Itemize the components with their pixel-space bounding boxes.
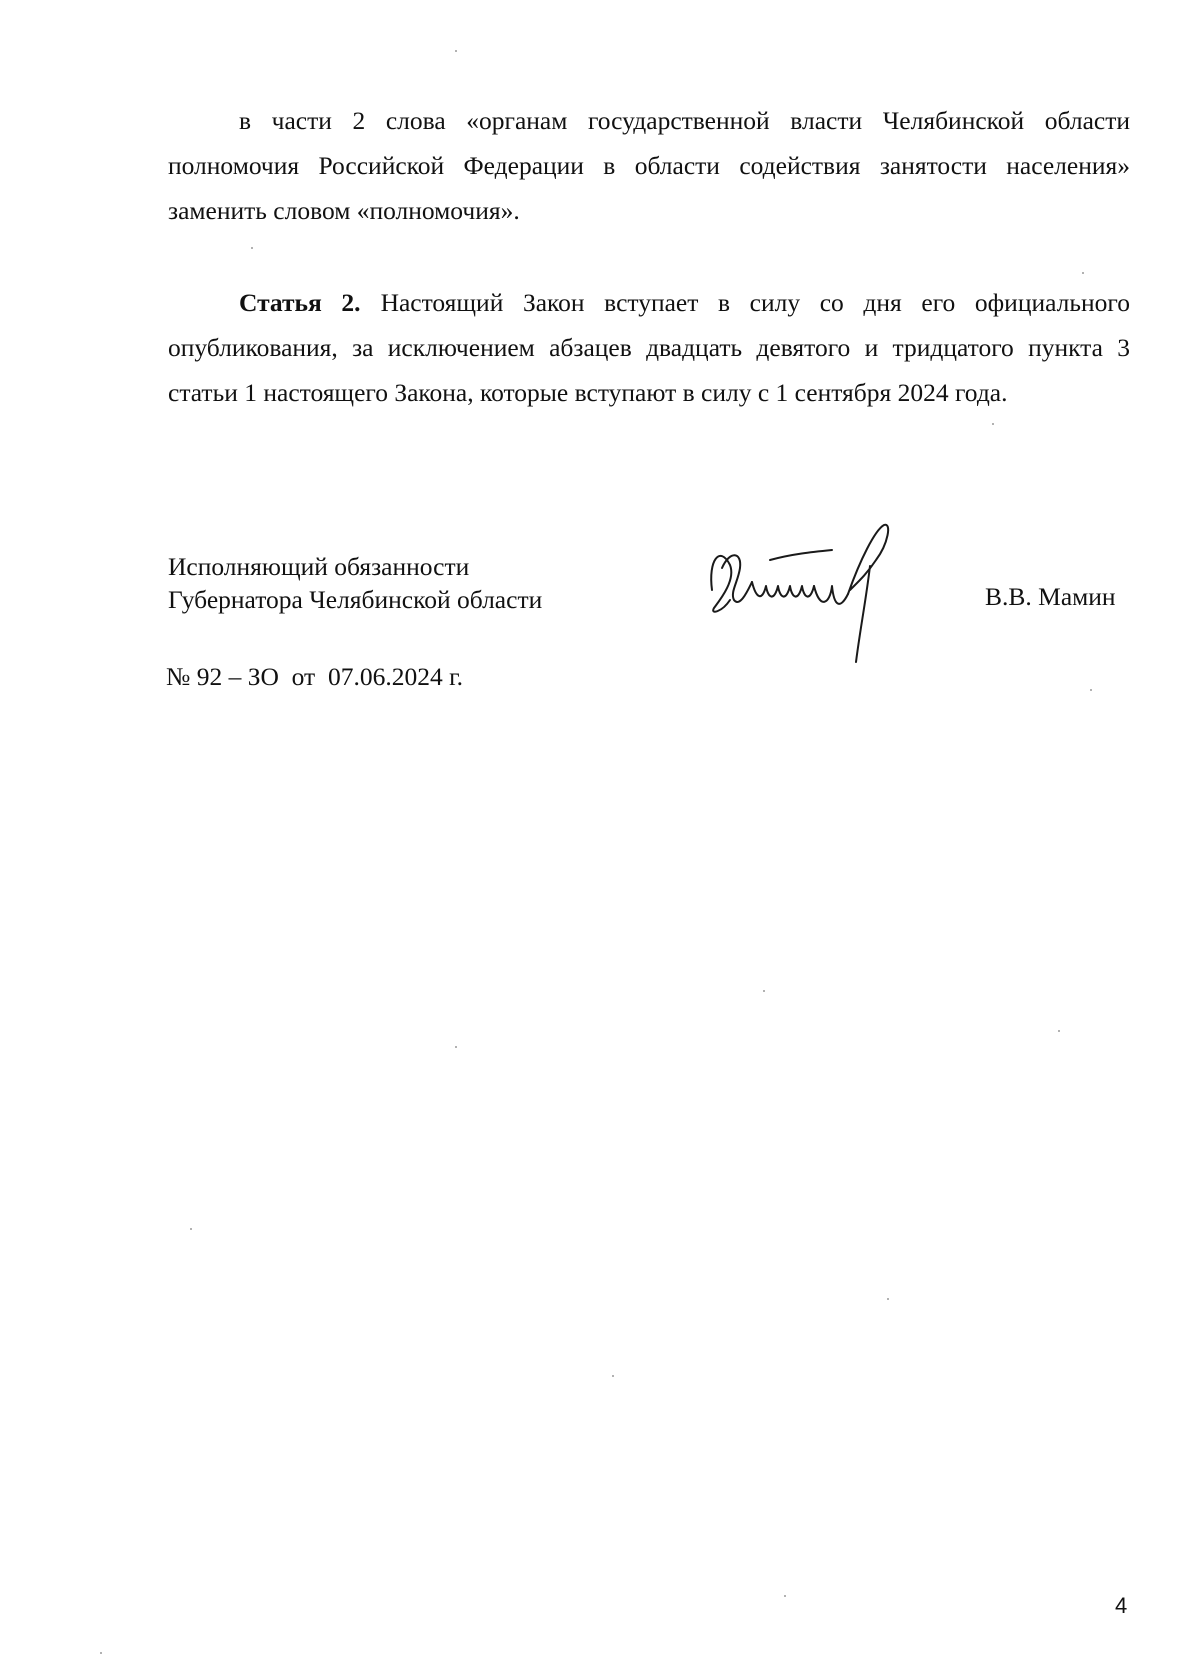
scan-speck (784, 1595, 786, 1597)
scan-speck (251, 247, 253, 249)
scan-speck (612, 1375, 614, 1377)
scan-speck (100, 1652, 102, 1654)
amendment-paragraph (168, 98, 1130, 233)
scan-speck (1082, 272, 1084, 274)
scan-speck (455, 50, 457, 52)
signatory-title-line-2: Губернатора Челябинской области (168, 585, 543, 614)
article-2-text: Настоящий Закон вступает в силу со дня его официального опубликования, за исключением абзацев двадцать девятого и тридцатого пункта 3 статьи 1 настоящего Закона, которые вступают в силу с 1 сентября 2024 года. (168, 288, 1130, 407)
law-number-and-date: № 92 – ЗО от 07.06.2024 г. (166, 662, 464, 691)
scan-speck (455, 1046, 457, 1048)
scan-speck (1058, 1030, 1060, 1032)
handwritten-signature (700, 520, 920, 680)
amendment-text: в части 2 слова «органам государственной власти Челябинской области полномочия Российской Федерации в области содействия занятости населения» заменить словом «полномочия». (168, 106, 1130, 225)
signatory-title-line-1: Исполняющий обязанности (168, 552, 470, 581)
scan-speck (763, 990, 765, 992)
scan-speck (992, 423, 994, 425)
scan-speck (887, 1298, 889, 1300)
scan-speck (190, 1228, 192, 1230)
signatory-name: В.В. Мамин (985, 582, 1116, 611)
page-number: 4 (1115, 1593, 1128, 1618)
scan-speck (1090, 689, 1092, 691)
article-2-paragraph (168, 280, 1130, 415)
signatory-title (168, 550, 542, 616)
article-2-label: Статья 2. (239, 288, 361, 317)
